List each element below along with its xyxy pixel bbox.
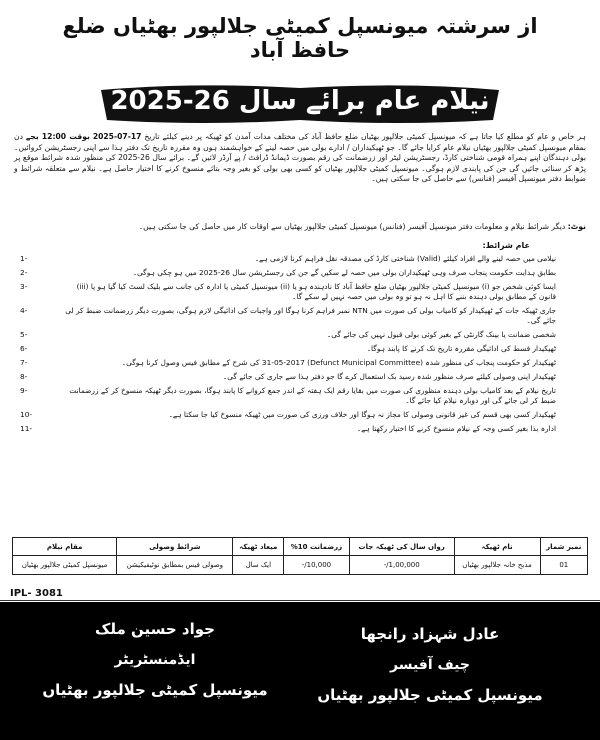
table-header-cell: زرضمانت 10%	[284, 538, 350, 556]
term-item	[20, 306, 560, 326]
signatory-role: ایڈمنسٹریٹر	[114, 652, 196, 669]
term-number: 3-	[20, 282, 28, 291]
terms-heading: عام شرائط:	[482, 241, 530, 250]
term-text: ٹھیکیدار کو حکومت پنجاب کی منظور شدہ (Defunct Municipal Committee) 31-05-2017 کی شرح کے مطابق فیس وصول کرنا ہوگی۔	[121, 358, 556, 367]
term-item	[20, 268, 560, 278]
auction-time: بوقت 12:00 بجے	[25, 132, 90, 141]
auction-date: 17-07-2025	[92, 132, 142, 141]
table-header-row	[13, 538, 588, 556]
term-text: ایسا کوئی شخص جو (i) میونسپل کمیٹی جلالپور بھٹیاں ضلع حافظ آباد کا نادہندہ ہو یا (ii) میونسپل کمیٹی یا ادارہ کی جانب سے بلیک لسٹ کیا گیا ہو یا (iii) قانون کے مطابق بولی دہندہ بننے کا اہل نہ ہو تو وہ بولی میں حصہ نہیں لے سکے گا۔	[76, 282, 556, 301]
table-header-cell: رواں سال کی ٹھیکہ جات	[349, 538, 454, 556]
table-cell: 01	[540, 556, 587, 575]
table-header-cell: نام ٹھیکہ	[454, 538, 540, 556]
term-text: تاریخ نیلام کے بعد کامیاب بولی دہندہ منظوری کی صورت میں بقایا رقم ایک ہفتہ کے اندر جمع کروانے کا پابند ہوگا، بصورت دیگر ٹھیکہ منسوخ کر کے زرضمانت ضبط کر لی جائے گی اور دوبارہ نیلام کیا جائے گا۔	[69, 386, 556, 405]
note-paragraph	[14, 222, 586, 232]
term-item	[20, 410, 560, 420]
term-item	[20, 282, 560, 302]
note-text: دیگر شرائط نیلام و معلومات دفتر میونسپل آفیسر (فنانس) میونسپل کمیٹی جلالپور بھٹیاں سے اوقات کار میں حاصل کی جا سکتی ہیں۔	[138, 222, 566, 231]
tender-table	[12, 537, 588, 575]
term-text: ادارہ بذا بغیر کسی وجہ کے نیلام منسوخ کرنے کا اختیار رکھتا ہے۔	[356, 424, 556, 433]
table-cell: 1,00,000/-	[349, 556, 454, 575]
table-cell: میونسپل کمیٹی جلالپور بھٹیاں	[13, 556, 117, 575]
term-item	[20, 330, 560, 340]
term-number: 7-	[20, 358, 28, 367]
term-number: 2-	[20, 268, 28, 277]
term-number: 4-	[20, 306, 28, 315]
signature-right	[315, 626, 545, 705]
term-text: بطابق ہدایت حکومت پنجاب صرف وہی ٹھیکیداران بولی میں حصہ لے سکیں گے جن کی رجسٹریشن سال 26-2025 میں ہو چکی ہوگی۔	[132, 268, 556, 277]
term-number: 1-	[20, 254, 28, 263]
intro-lead: ہر خاص و عام کو مطلع کیا جاتا ہے کہ میونسپل کمیٹی جلالپور بھٹیاں ضلع حافظ آباد کی مختلف مدات آمدن کو ٹھیکہ پر دینے کیلئے تاریخ	[144, 132, 586, 141]
signatory-role: چیف آفیسر	[390, 657, 470, 674]
term-item	[20, 344, 560, 354]
term-text: ٹھیکیدار اپنی وصولی کیلئے صرف منظور شدہ رسید بک استعمال کرے گا جو دفتر ہذا سے جاری کی جائے گی۔	[222, 372, 556, 381]
table-cell: 10,000/-	[284, 556, 350, 575]
term-text: ٹھیکیدار کسی بھی قسم کی غیر قانونی وصولی کا مجاز نہ ہوگا اور خلاف ورزی کی صورت میں ٹھیکہ منسوخ کیا جا سکتا ہے۔	[168, 410, 556, 419]
reference-number: IPL- 3081	[10, 588, 63, 599]
term-number: 6-	[20, 344, 28, 353]
term-number: 8-	[20, 372, 28, 381]
term-text: نیلامی میں حصہ لینے والے افراد کیلئے (Valid) شناختی کارڈ کی مصدقہ نقل فراہم کرنا لازمی ہے۔	[254, 254, 556, 263]
term-item	[20, 372, 560, 382]
term-text: شخصی ضمانت یا بینک گارنٹی کے بغیر کوئی بولی قبول نہیں کی جائے گی۔	[326, 330, 556, 339]
term-number: 9-	[20, 386, 28, 395]
signatory-name: عادل شہزاد رانجھا	[360, 625, 500, 643]
table-cell: مذبح خانہ جلالپور بھٹیاں	[454, 556, 540, 575]
term-number: 5-	[20, 330, 28, 339]
terms-list	[20, 254, 560, 438]
table-header-cell: مقام نیلام	[13, 538, 117, 556]
term-item	[20, 358, 560, 368]
term-item	[20, 386, 560, 406]
term-text: ٹھیکیدار قسط کی ادائیگی مقررہ تاریخ تک کرنے کا پابند ہوگا۔	[366, 344, 556, 353]
signature-left	[40, 621, 270, 700]
signatory-office: میونسپل کمیٹی جلالپور بھٹیاں	[317, 686, 543, 705]
table-header-cell: میعاد ٹھیکہ	[233, 538, 284, 556]
note-label: نوٹ:	[567, 222, 586, 231]
term-item	[20, 424, 560, 434]
signatory-office: میونسپل کمیٹی جلالپور بھٹیاں	[42, 681, 268, 700]
table-row	[13, 556, 588, 575]
signatory-name: جواد حسین ملک	[95, 620, 215, 638]
term-number: 11-	[20, 424, 33, 433]
table-header-cell: شرائط وصولی	[117, 538, 233, 556]
term-number: 10-	[20, 410, 33, 419]
intro-body: دن بمقام میونسپل کمیٹی جلالپور بھٹیاں نیلام عام کرایا جائے گا۔ جو ٹھیکیداران / ادارے بولی میں حصہ لینے کے خواہشمند ہوں وہ مقررہ تاریخ تک دفتر ہذا سے اپنی رجسٹریشن کروائیں۔ بولی دہندگان اپنے ہمراہ قومی شناختی کارڈ، رجسٹریشن لیٹر اور زرضمانت کی رقم بصورت ڈیمانڈ ڈرافٹ / پے آرڈر لائیں گے۔ برائے سال 26-2025 کی منظور شدہ شرائط موقع پر پڑھ کر سنائی جائیں گی جن کی پابندی لازم ہوگی۔ میونسپل کمیٹی جلالپور بھٹیاں کو کسی بھی بولی کو بغیر وجہ بتائے منسوخ کرنے کا اختیار حاصل ہے۔ نیلام سے متعلقہ شرائط و ضوابط دفتر میونسپل آفیسر (فنانس) سے حاصل کی جا سکتی ہیں۔	[14, 132, 586, 184]
table-body	[13, 556, 588, 575]
term-text: جاری ٹھیکہ جات کے ٹھیکیدار کو کامیاب بولی کی صورت میں NTN نمبر فراہم کرنا ہوگا اور واجبات کی ادائیگی لازم ہوگی، بصورت دیگر زرضمانت ضبط کر لی جائے گی۔	[65, 306, 556, 325]
table-cell: وصولی فیس بمطابق نوٹیفیکیشن	[117, 556, 233, 575]
table-header-cell: نمبر شمار	[540, 538, 587, 556]
banner-title: نیلام عام برائے سال 26-2025	[110, 86, 490, 116]
page-title: از سرشتہ میونسپل کمیٹی جلالپور بھٹیاں ضلع حافظ آباد	[62, 14, 538, 62]
table-cell: ایک سال	[233, 556, 284, 575]
intro-paragraph	[14, 132, 586, 185]
term-item	[20, 254, 560, 264]
divider	[0, 600, 600, 601]
